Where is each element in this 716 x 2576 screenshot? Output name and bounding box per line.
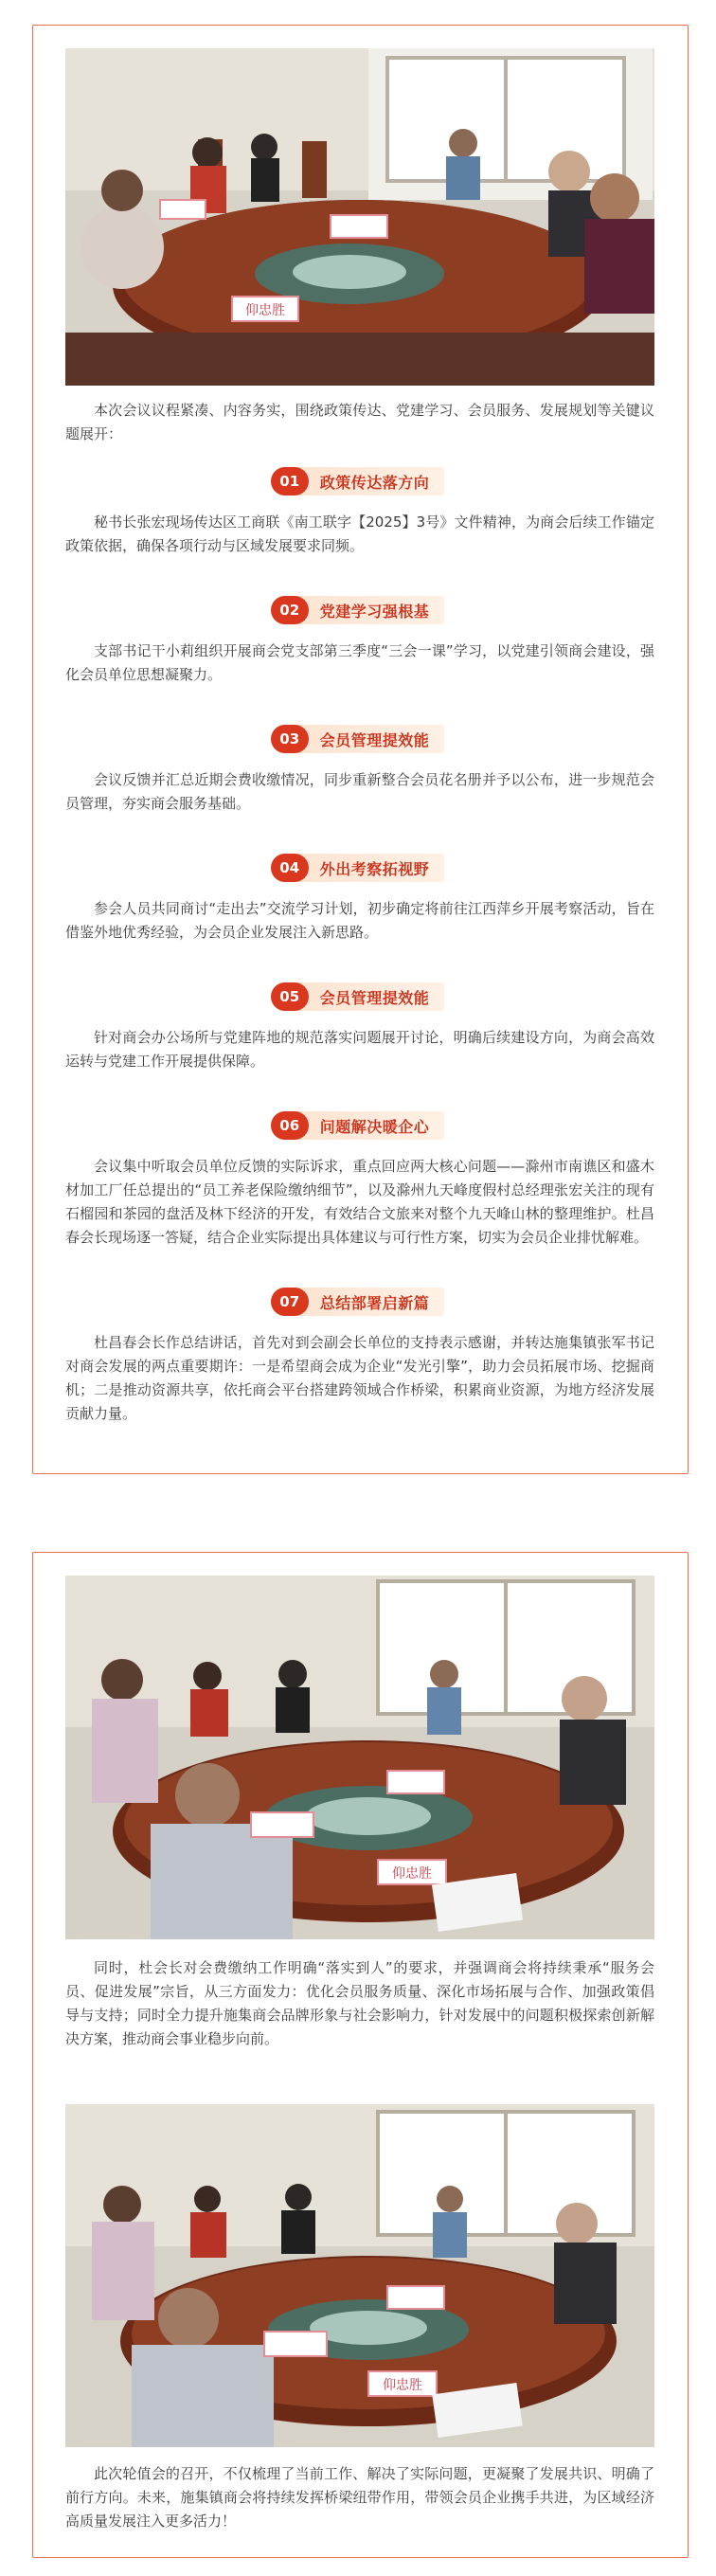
section-body-04: 参会人员共同商讨“走出去”交流学习计划，初步确定将前往江西萍乡开展考察活动，旨在借鉴外地优秀经验，为会员企业发展注入新思路。 — [65, 900, 654, 941]
section-body-06: 会议集中听取会员单位反馈的实际诉求，重点回应两大核心问题——滁州市南谯区和盛木材加工厂任总提出的“员工养老保险缴纳细节”，以及滁州九天峰度假村总经理张宏关注的现有石榴园和茶园的盘活及林下经济的开发，有效结合文旅来对整个九天峰山林的整理维护。杜昌春会长现场逐一答疑，结合企业实际提出具体建议与可行性方案，切实为会员企业排忧解难。 — [65, 1158, 654, 1246]
meeting-photo-2 — [65, 1576, 654, 1939]
section-heading-07 — [33, 1286, 689, 1318]
section-title: 政策传达落方向 — [319, 473, 430, 492]
nameplate-2: 仰忠胜 — [392, 1866, 432, 1882]
section-heading-06 — [33, 1109, 689, 1142]
section-body-01: 秘书长张宏现场传达区工商联《南工联字【2025】3号》文件精神，为商会后续工作锚定政策依据，确保各项行动与区域发展要求同频。 — [65, 513, 654, 554]
article-card-2 — [32, 1552, 689, 2558]
section-heading-05 — [33, 981, 689, 1013]
section-number-badge: 02 — [271, 596, 309, 624]
section-title: 总结部署启新篇 — [319, 1293, 430, 1312]
section-heading-04 — [33, 852, 689, 884]
section-title: 会员管理提效能 — [319, 730, 430, 749]
section-title: 问题解决暖企心 — [319, 1117, 430, 1136]
section-title: 党建学习强根基 — [319, 602, 430, 621]
section-number-badge: 05 — [271, 982, 309, 1011]
section-body-07: 杜昌春会长作总结讲话，首先对到会副会长单位的支持表示感谢，并转达施集镇张军书记对商会发展的两点重要期许：一是希望商会成为企业“发光引擎”，助力会员拓展市场、挖掘商机；二是推动资源共享，依托商会平台搭建跨领域合作桥梁，积累商业资源，为地方经济发展贡献力量。 — [65, 1334, 654, 1422]
section-body-02: 支部书记干小莉组织开展商会党支部第三季度“三会一课”学习，以党建引领商会建设，强化会员单位思想凝聚力。 — [65, 642, 654, 683]
meeting-photo-1 — [65, 48, 654, 386]
section-title: 外出考察拓视野 — [319, 859, 430, 878]
section-title: 会员管理提效能 — [319, 988, 430, 1007]
article-card-1 — [32, 25, 689, 1474]
intro-paragraph: 本次会议议程紧凑、内容务实，围绕政策传达、党建学习、会员服务、发展规划等关键议题展开： — [65, 402, 654, 442]
section-number-badge: 01 — [271, 467, 309, 495]
closing-paragraph-2: 此次轮值会的召开，不仅梳理了当前工作、解决了实际问题，更凝聚了发展共识、明确了前行方向。未来，施集镇商会将持续发挥桥梁纽带作用，带领会员企业携手共进，为区域经济高质量发展注入更多活力！ — [65, 2465, 654, 2530]
section-body-05: 针对商会办公场所与党建阵地的规范落实问题展开讨论，明确后续建设方向，为商会高效运转与党建工作开展提供保障。 — [65, 1029, 654, 1070]
section-number-badge: 07 — [271, 1288, 309, 1316]
closing-paragraph-1: 同时，杜会长对会费缴纳工作明确“落实到人”的要求，并强调商会将持续秉承“服务会员、促进发展”宗旨，从三方面发力：优化会员服务质量、深化市场拓展与合作、加强政策倡导与支持；同时全力提升施集商会品牌形象与社会影响力，针对发展中的问题积极探索创新解决方案，推动商会事业稳步向前。 — [65, 1959, 654, 2047]
meeting-photo-3 — [65, 2104, 654, 2447]
section-number-badge: 06 — [271, 1111, 309, 1140]
nameplate-3: 仰忠胜 — [383, 2378, 422, 2393]
section-heading-03 — [33, 723, 689, 755]
section-number-badge: 03 — [271, 725, 309, 753]
nameplate-1: 仰忠胜 — [245, 303, 285, 318]
section-body-03: 会议反馈并汇总近期会费收缴情况，同步重新整合会员花名册并予以公布，进一步规范会员管理，夯实商会服务基础。 — [65, 771, 654, 812]
section-number-badge: 04 — [271, 854, 309, 882]
section-heading-02 — [33, 594, 689, 626]
section-heading-01 — [33, 465, 689, 497]
